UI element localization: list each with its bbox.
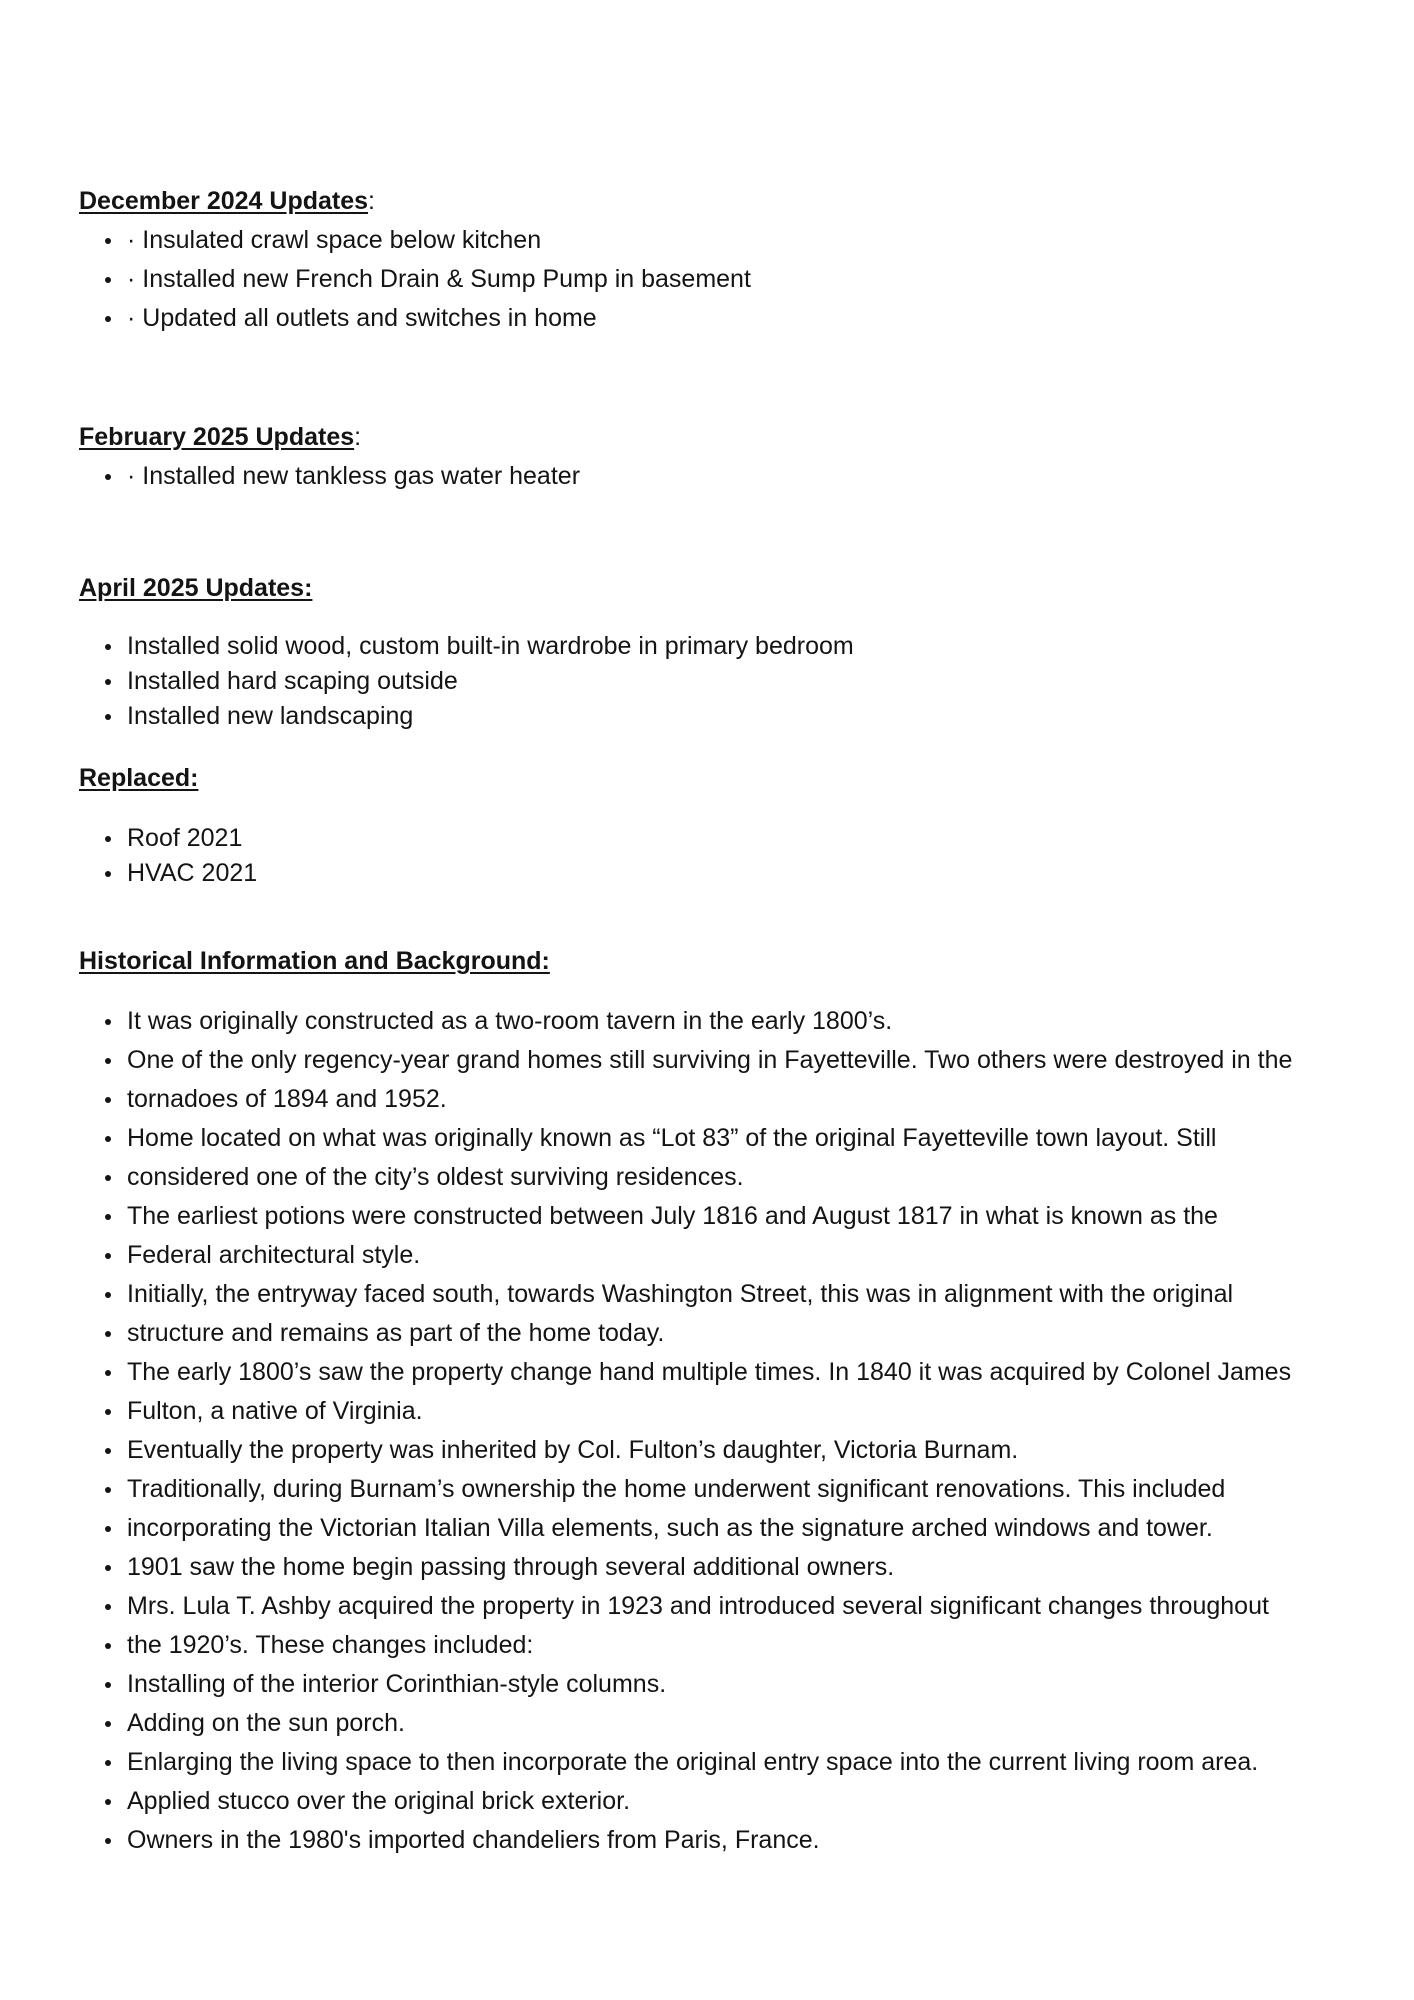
list-item: Installed hard scaping outside xyxy=(127,664,1397,699)
list-item: It was originally constructed as a two-room tavern in the early 1800’s. xyxy=(127,1002,1397,1041)
list-item: Installing of the interior Corinthian-style columns. xyxy=(127,1665,1397,1704)
heading-title: December 2024 Updates xyxy=(79,187,369,215)
heading-title: February 2025 Updates xyxy=(79,423,355,451)
list-item: Owners in the 1980's imported chandeliers from Paris, France. xyxy=(127,1821,1397,1860)
list-item: One of the only regency-year grand homes still surviving in Fayetteville. Two others were destroyed in the xyxy=(127,1041,1397,1080)
list-item: Installed solid wood, custom built-in wardrobe in primary bedroom xyxy=(127,629,1397,664)
heading-title: Historical Information and Background: xyxy=(79,947,550,975)
list-item: HVAC 2021 xyxy=(127,856,1397,891)
heading-colon: : xyxy=(354,423,362,451)
section-heading-february-2025 xyxy=(79,422,361,452)
list-item: Traditionally, during Burnam’s ownership the home underwent significant renovations. This included xyxy=(127,1470,1397,1509)
list-item: structure and remains as part of the home today. xyxy=(127,1314,1397,1353)
list-item: Enlarging the living space to then incorporate the original entry space into the current living room area. xyxy=(127,1743,1397,1782)
section-heading-april-2025 xyxy=(79,573,312,603)
april-2025-list xyxy=(127,629,1397,734)
history-list xyxy=(127,1002,1397,1860)
list-item: Applied stucco over the original brick exterior. xyxy=(127,1782,1397,1821)
list-item: Home located on what was originally known as “Lot 83” of the original Fayetteville town layout. Still xyxy=(127,1119,1397,1158)
list-item: · Installed new French Drain & Sump Pump in basement xyxy=(127,260,1397,299)
list-item: Roof 2021 xyxy=(127,821,1397,856)
heading-title: Replaced: xyxy=(79,764,199,792)
section-heading-december-2024 xyxy=(79,186,375,216)
section-heading-replaced xyxy=(79,763,198,793)
december-2024-list xyxy=(127,221,1397,338)
replaced-list xyxy=(127,821,1397,891)
list-item: 1901 saw the home begin passing through several additional owners. xyxy=(127,1548,1397,1587)
list-item: Fulton, a native of Virginia. xyxy=(127,1392,1397,1431)
list-item: · Updated all outlets and switches in home xyxy=(127,299,1397,338)
list-item: Mrs. Lula T. Ashby acquired the property in 1923 and introduced several significant changes throughout xyxy=(127,1587,1397,1626)
heading-colon: : xyxy=(368,187,375,215)
list-item: · Insulated crawl space below kitchen xyxy=(127,221,1397,260)
list-item: Initially, the entryway faced south, towards Washington Street, this was in alignment with the original xyxy=(127,1275,1397,1314)
list-item: Adding on the sun porch. xyxy=(127,1704,1397,1743)
february-2025-list xyxy=(127,457,1397,496)
list-item: The early 1800’s saw the property change hand multiple times. In 1840 it was acquired by Colonel James xyxy=(127,1353,1397,1392)
list-item: Installed new landscaping xyxy=(127,699,1397,734)
section-heading-history xyxy=(79,946,550,976)
list-item: Eventually the property was inherited by Col. Fulton’s daughter, Victoria Burnam. xyxy=(127,1431,1397,1470)
list-item: incorporating the Victorian Italian Villa elements, such as the signature arched windows and tower. xyxy=(127,1509,1397,1548)
list-item: · Installed new tankless gas water heater xyxy=(127,457,1397,496)
list-item: Federal architectural style. xyxy=(127,1236,1397,1275)
list-item: tornadoes of 1894 and 1952. xyxy=(127,1080,1397,1119)
list-item: The earliest potions were constructed between July 1816 and August 1817 in what is known as the xyxy=(127,1197,1397,1236)
list-item: considered one of the city’s oldest surviving residences. xyxy=(127,1158,1397,1197)
list-item: the 1920’s. These changes included: xyxy=(127,1626,1397,1665)
heading-title: April 2025 Updates: xyxy=(79,574,313,602)
